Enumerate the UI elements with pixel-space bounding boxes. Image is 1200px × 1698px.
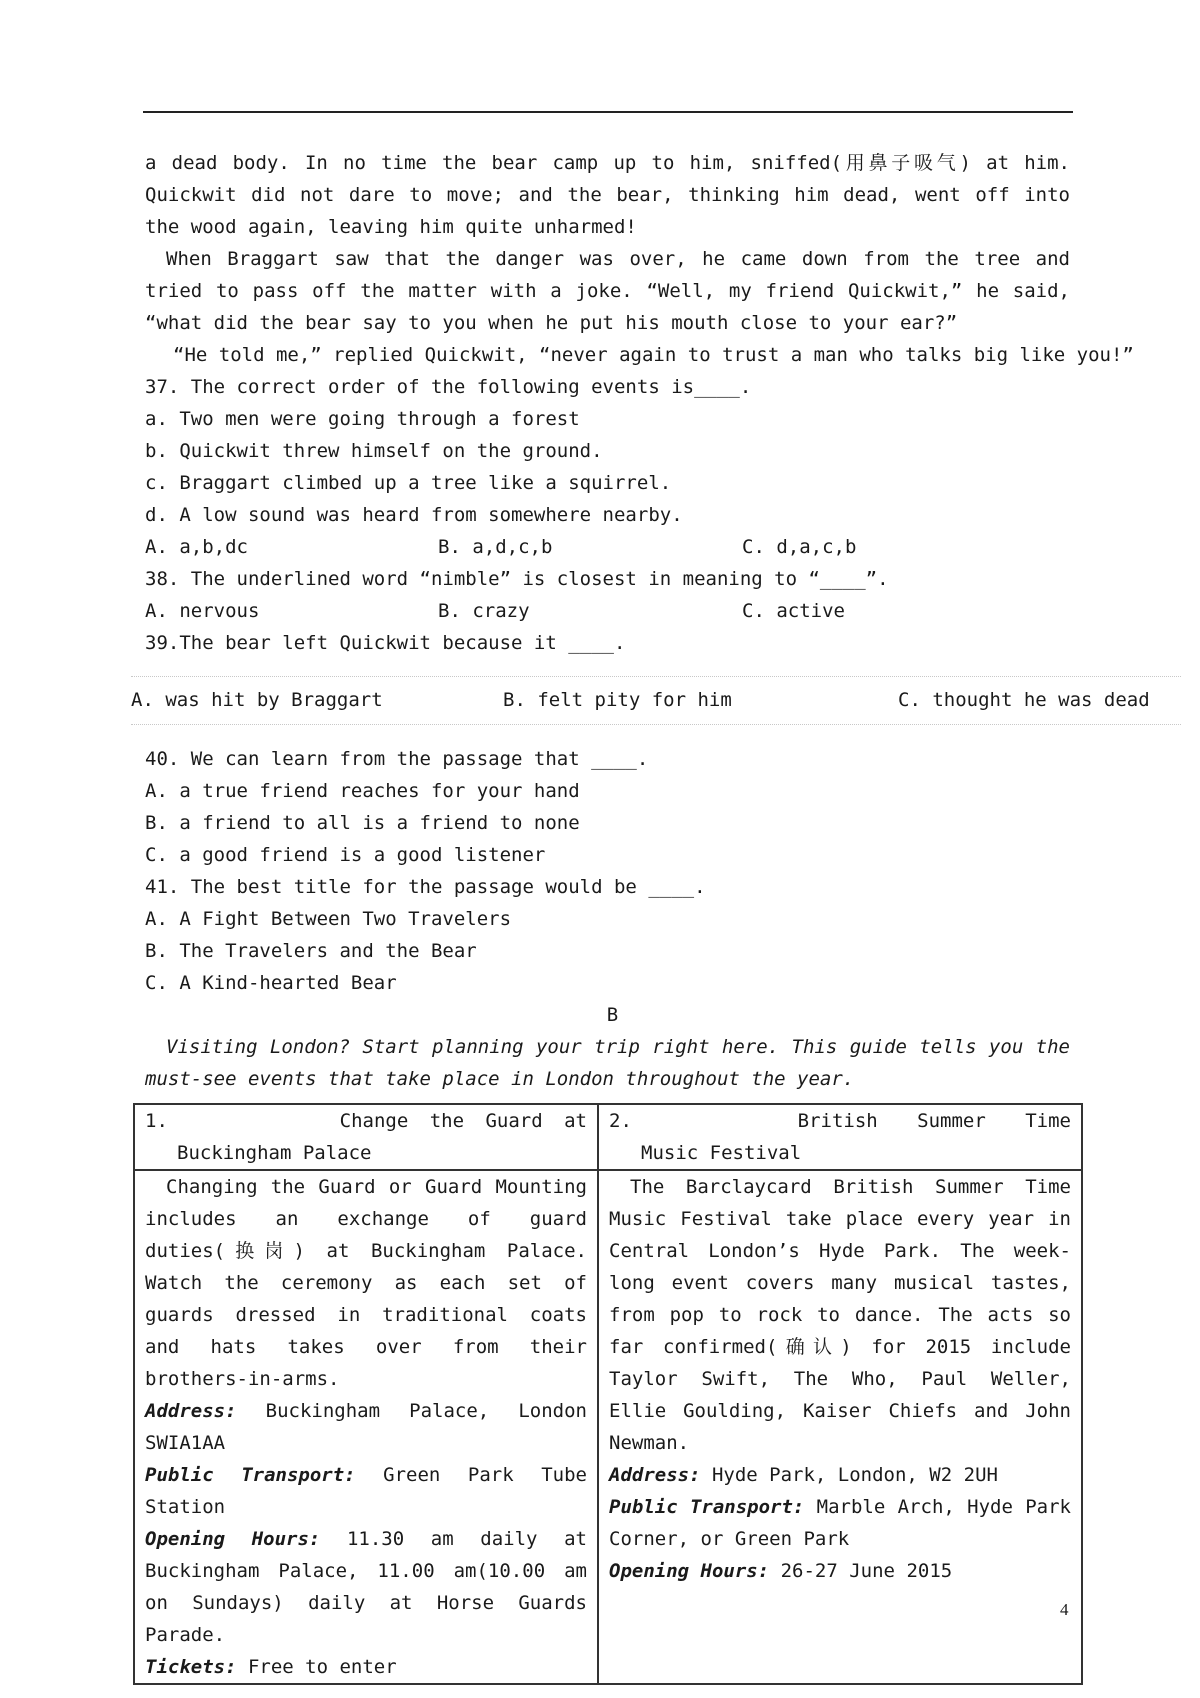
question-stem: 41. The best title for the passage would be ____. <box>145 876 706 898</box>
answer-option: A. was hit by Braggart <box>131 689 383 711</box>
question-stem: 40. We can learn from the passage that ____. <box>145 748 649 770</box>
event-hours <box>609 1555 1071 1587</box>
event-item: b. Quickwit threw himself on the ground. <box>145 440 603 462</box>
header-rule <box>143 111 1073 113</box>
event-tickets <box>145 1651 587 1683</box>
field-label: Opening Hours: <box>609 1560 770 1582</box>
page-number: 4 <box>1060 1600 1069 1619</box>
event-item: a. Two men were going through a forest <box>145 408 580 430</box>
answer-option: B. a,d,c,b <box>438 536 553 558</box>
answer-option: C. A Kind-hearted Bear <box>145 972 397 994</box>
table-row <box>134 1170 1082 1684</box>
answer-option: B. felt pity for him <box>503 689 732 711</box>
passage-paragraph: When Braggart saw that the danger was over, he came down from the tree and tried to pass off the matter with a joke. “Well, my friend Quickwit,” he said, “what did the bear say to you when he put his mouth close to your ear?” <box>145 248 1070 334</box>
answer-option: C. d,a,c,b <box>742 536 857 558</box>
field-value: Buckingham Palace, London SWIA1AA <box>145 1400 587 1454</box>
table-header-cell <box>598 1104 1082 1170</box>
event-title: Change the Guard at <box>339 1110 587 1132</box>
answer-option: C. active <box>742 600 845 622</box>
event-item: c. Braggart climbed up a tree like a squirrel. <box>145 472 672 494</box>
section-heading: B <box>606 1004 619 1026</box>
field-value: Marble Arch, Hyde Park Corner, or Green Park <box>609 1496 1071 1550</box>
field-label: Public Transport: <box>145 1464 356 1486</box>
answer-option: A. nervous <box>145 600 260 622</box>
field-value: Free to enter <box>247 1656 397 1678</box>
field-label: Address: <box>609 1464 701 1486</box>
event-description: The Barclaycard British Summer Time Music Festival take place every year in Central London’s Hyde Park. The week-long event covers many musical tastes, from pop to rock to dance. The acts so far confirmed(确认) for 2015 include Taylor Swift, The Who, Paul Weller, Ellie Goulding, Kaiser Chiefs and John Newman. <box>609 1176 1071 1454</box>
event-transport <box>609 1491 1071 1555</box>
answer-options <box>131 676 1181 725</box>
event-transport <box>145 1459 587 1523</box>
question-stem: 39.The bear left Quickwit because it ____. <box>145 632 626 654</box>
answer-options <box>145 595 1070 627</box>
event-item: d. A low sound was heard from somewhere nearby. <box>145 504 683 526</box>
table-header-row <box>134 1104 1082 1170</box>
events-table <box>133 1103 1083 1685</box>
section-intro: Visiting London? Start planning your trip right here. This guide tells you the must-see events that take place in London throughout the year. <box>145 1036 1070 1090</box>
event-hours <box>145 1523 587 1651</box>
passage-paragraph: a dead body. In no time the bear camp up to him, sniffed(用鼻子吸气) at him. Quickwit did not dare to move; and the bear, thinking him dead, went off into the wood again, leaving him quite unharmed! <box>145 152 1070 238</box>
field-label: Address: <box>145 1400 237 1422</box>
table-cell <box>598 1170 1082 1684</box>
answer-option: A. a,b,dc <box>145 536 248 558</box>
field-label: Public Transport: <box>609 1496 805 1518</box>
question-stem: 38. The underlined word “nimble” is closest in meaning to “____”. <box>145 568 889 590</box>
question-stem: 37. The correct order of the following events is____. <box>145 376 752 398</box>
answer-option: C. thought he was dead <box>898 689 1150 711</box>
answer-option: B. crazy <box>438 600 530 622</box>
answer-option: B. a friend to all is a friend to none <box>145 812 580 834</box>
answer-option: A. A Fight Between Two Travelers <box>145 908 512 930</box>
field-value: Hyde Park, London, W2 2UH <box>711 1464 998 1486</box>
answer-option: A. a true friend reaches for your hand <box>145 780 580 802</box>
field-label: Opening Hours: <box>145 1528 321 1550</box>
event-number: 1. <box>145 1110 168 1132</box>
event-title: Buckingham Palace <box>177 1142 372 1164</box>
event-description: Changing the Guard or Guard Mounting includes an exchange of guard duties(换岗) at Buckingham Palace. Watch the ceremony as each set of guards dressed in traditional coats and hats takes over from their brothers-in-arms. <box>145 1176 587 1390</box>
table-header-cell <box>134 1104 598 1170</box>
field-value: Green Park Tube Station <box>145 1464 587 1518</box>
event-number: 2. <box>609 1110 632 1132</box>
event-title: British Summer Time <box>797 1110 1071 1132</box>
passage-paragraph: “He told me,” replied Quickwit, “never again to trust a man who talks big like you!” <box>173 344 1134 366</box>
page-content <box>131 147 1150 1095</box>
event-address <box>145 1395 587 1459</box>
event-address <box>609 1459 1071 1491</box>
field-label: Tickets: <box>145 1656 237 1678</box>
field-value: 11.30 am daily at Buckingham Palace, 11.00 am(10.00 am on Sundays) daily at Horse Guards Parade. <box>145 1528 587 1646</box>
event-title: Music Festival <box>641 1142 802 1164</box>
table-cell <box>134 1170 598 1684</box>
answer-options <box>145 531 1070 563</box>
answer-option: B. The Travelers and the Bear <box>145 940 477 962</box>
field-value: 26-27 June 2015 <box>780 1560 953 1582</box>
answer-option: C. a good friend is a good listener <box>145 844 546 866</box>
